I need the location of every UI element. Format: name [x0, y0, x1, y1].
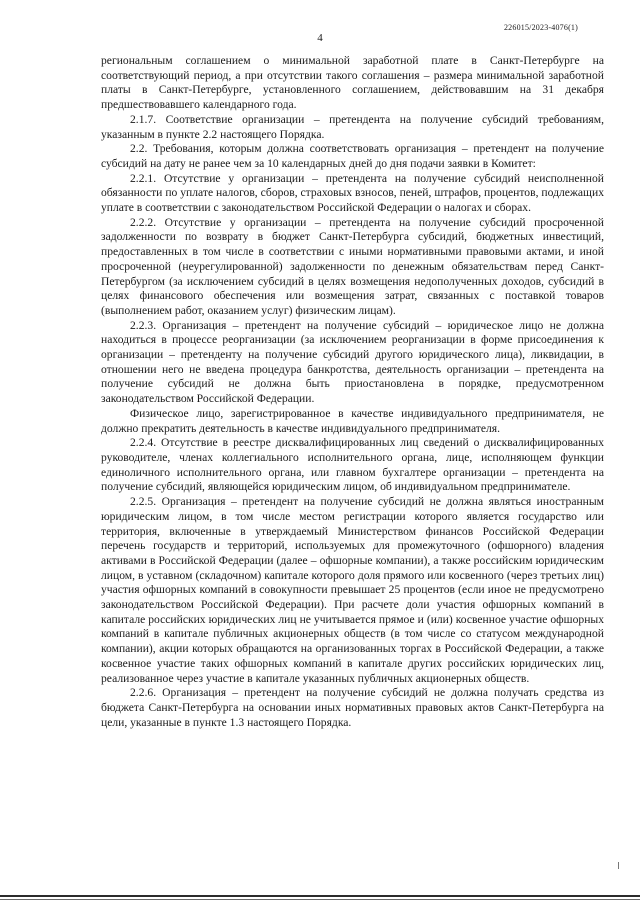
- paragraph-continuation: региональным соглашением о минимальной заработной плате в Санкт-Петербурге на соответствующий период, а при отсутствии такого соглашения – размера минимальной заработной платы в Санкт-Петербурге, установленного соглашением, действовавшим на 31 декабря предшествовавшего календарного года.: [101, 54, 604, 112]
- page-number: 4: [317, 32, 323, 44]
- document-body: [101, 54, 604, 730]
- paragraph-2-2-5: 2.2.5. Организация – претендент на получение субсидий не должна являться иностранным юридическим лицом, в том числе местом регистрации которого является государство или территория, включенные в утверждаемый Министерством финансов Российской Федерации перечень государств и территорий, используемых для промежуточного (офшорного) владения активами в Российской Федерации (далее – офшорные компании), а также российским юридическим лицом, в уставном (складочном) капитале которого доля прямого или косвенного (через третьих лиц) участия офшорных компаний в совокупности превышает 25 процентов (если иное не предусмотрено законодательством Российской Федерации). При расчете доли участия офшорных компаний в капитале российских юридических лиц не учитывается прямое и (или) косвенное участие офшорных компаний в капитале публичных акционерных обществ (в том числе со статусом международной компании), акции которых обращаются на организованных торгах в Российской Федерации, а также косвенное участие таких офшорных компаний в капитале других российских юридических лиц, реализованное через участие в капитале указанных публичных акционерных обществ.: [101, 495, 604, 685]
- scan-edge-line-secondary: [0, 899, 640, 900]
- paragraph-2-2-4: 2.2.4. Отсутствие в реестре дисквалифицированных лиц сведений о дисквалифицированных руководителе, членах коллегиального исполнительного органа, лице, исполняющем функции единоличного исполнительного органа, или главном бухгалтере организации – претендента на получение субсидий, являющейся юридическим лицом, об индивидуальном предпринимателе.: [101, 436, 604, 494]
- paragraph-2-2-3: 2.2.3. Организация – претендент на получение субсидий – юридическое лицо не должна находиться в процессе реорганизации (за исключением реорганизации в форме присоединения к организации – претенденту на получение субсидий другого юридического лица), ликвидации, в отношении него не введена процедура банкротства, деятельность организации – претендента на получение субсидий не должна быть приостановлена в порядке, предусмотренном законодательством Российской Федерации.: [101, 318, 604, 406]
- paragraph-2-1-7: 2.1.7. Соответствие организации – претендента на получение субсидий требованиям, указанным в пункте 2.2 настоящего Порядка.: [101, 112, 604, 141]
- paragraph-2-2-1: 2.2.1. Отсутствие у организации – претендента на получение субсидий неисполненной обязанности по уплате налогов, сборов, страховых взносов, пеней, штрафов, процентов, подлежащих уплате в соответствии с законодательством Российской Федерации о налогах и сборах.: [101, 171, 604, 215]
- scan-edge-line: [0, 895, 640, 897]
- paragraph-2-2-6: 2.2.6. Организация – претендент на получение субсидий не должна получать средства из бюджета Санкт-Петербурга на основании иных нормативных правовых актов Санкт-Петербурга на цели, указанные в пункте 1.3 настоящего Порядка.: [101, 686, 604, 729]
- paragraph-2-2-2: 2.2.2. Отсутствие у организации – претендента на получение субсидий просроченной задолженности по возврату в бюджет Санкт-Петербурга субсидий, бюджетных инвестиций, предоставленных в том числе в соответствии с иными нормативными правовыми актами, и иной просроченной (неурегулированной) задолженности по денежным обязательствам перед Санкт-Петербургом (за исключением субсидий в целях возмещения недополученных доходов, субсидий в целях финансового обеспечения или возмещения затрат, связанных с поставкой товаров (выполнением работ, оказанием услуг) физическим лицам).: [101, 215, 604, 317]
- paragraph-2-2: 2.2. Требования, которым должна соответствовать организация – претендент на получение субсидий на дату не ранее чем за 10 календарных дней до дня подачи заявки в Комитет:: [101, 142, 604, 170]
- paragraph-individual-entrepreneur: Физическое лицо, зарегистрированное в качестве индивидуального предпринимателя, не должно прекратить деятельность в качестве индивидуального предпринимателя.: [101, 406, 604, 435]
- scan-mark: [618, 862, 619, 869]
- document-number: 226015/2023-4076(1): [503, 23, 578, 32]
